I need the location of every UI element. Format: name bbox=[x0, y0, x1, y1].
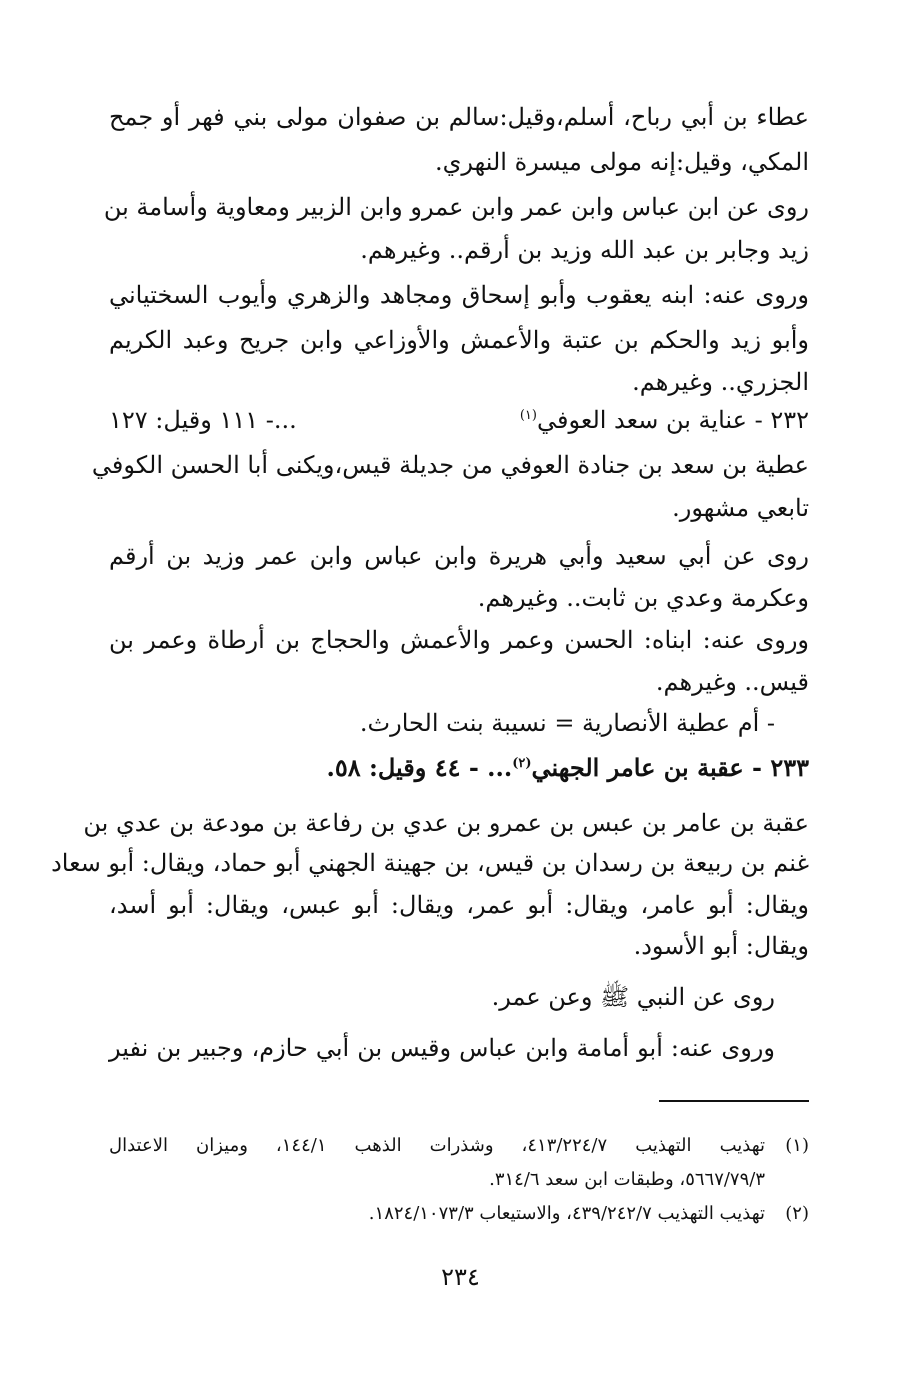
footnote-number: (٢) bbox=[785, 1203, 809, 1224]
body-line: روى عن أبي سعيد وأبي هريرة وابن عباس وابن عمر وزيد بن أرقم bbox=[109, 542, 809, 570]
body-line: قيس.. وغيرهم. bbox=[655, 668, 809, 696]
body-line: عطية بن سعد بن جنادة العوفي من جديلة قيس،ويكنى أبا الحسن الكوفي bbox=[91, 451, 809, 479]
entry-heading-232 bbox=[109, 400, 809, 440]
body-line: ويقال: أبو الأسود. bbox=[633, 932, 809, 960]
footnote-ref: (١) bbox=[519, 408, 537, 423]
body-line: روى عن النبي ﷺ وعن عمر. bbox=[491, 983, 775, 1011]
page-number: ٢٣٤ bbox=[441, 1263, 480, 1291]
body-line: وروى عنه: ابناه: الحسن وعمر والأعمش والحجاج بن أرطاة وعمر بن bbox=[109, 626, 809, 654]
body-line: وعكرمة وعدي بن ثابت.. وغيرهم. bbox=[477, 584, 809, 612]
entry-name: ٢٣٣ - عقبة بن عامر الجهني bbox=[531, 753, 809, 782]
entry-name: ٢٣٢ - عناية بن سعد العوفي$^{(١)}$ bbox=[519, 406, 809, 434]
body-line: زيد وجابر بن عبد الله وزيد بن أرقم.. وغيرهم. bbox=[360, 236, 809, 264]
body-line: تابعي مشهور. bbox=[672, 494, 809, 522]
body-line: الجزري.. وغيرهم. bbox=[632, 368, 809, 396]
cross-reference: - أم عطية الأنصارية = نسيبة بنت الحارث. bbox=[359, 709, 775, 737]
body-line: المكي، وقيل:إنه مولى ميسرة النهري. bbox=[435, 148, 809, 176]
footnote-ref: (٢) bbox=[512, 756, 532, 771]
footnote-text: تهذيب التهذيب ٤١٣/٢٢٤/٧، وشذرات الذهب ١٤٤/١، وميزان الاعتدال bbox=[109, 1135, 766, 1156]
body-line: وروى عنه: ابنه يعقوب وأبو إسحاق ومجاهد والزهري وأيوب السختياني bbox=[109, 281, 809, 309]
entry-heading-233 bbox=[109, 748, 809, 788]
body-line: عطاء بن أبي رباح، أسلم،وقيل:سالم بن صفوان مولى بني فهر أو جمح bbox=[109, 103, 809, 131]
body-line: ويقال: أبو عامر، ويقال: أبو عمر، ويقال: أبو عبس، ويقال: أبو أسد، bbox=[109, 891, 809, 919]
entry-dates: ... - ٤٤ وقيل: ٥٨. bbox=[326, 753, 513, 782]
footnote-text: ٥٦٦٧/٧٩/٣، وطبقات ابن سعد ٣١٤/٦. bbox=[489, 1169, 765, 1190]
body-line: غنم بن ربيعة بن رسدان بن قيس، بن جهينة الجهني أبو حماد، ويقال: أبو سعاد bbox=[51, 849, 809, 877]
body-line: وأبو زيد والحكم بن عتبة والأعمش والأوزاعي وابن جريح وعبد الكريم bbox=[109, 326, 809, 354]
footnote-1-continued bbox=[109, 1164, 809, 1196]
entry-dates: ...- ١١١ وقيل: ١٢٧ bbox=[109, 406, 297, 434]
body-line: عقبة بن عامر بن عبس بن عمرو بن عدي بن رفاعة بن مودعة بن عدي بن bbox=[83, 809, 809, 837]
footnote-number: (١) bbox=[785, 1135, 809, 1156]
body-line: وروى عنه: أبو أمامة وابن عباس وقيس بن أبي حازم، وجبير بن نفير bbox=[109, 1034, 775, 1062]
body-line: روى عن ابن عباس وابن عمر وابن عمرو وابن الزبير ومعاوية وأسامة بن bbox=[103, 193, 809, 221]
footnote-2 bbox=[109, 1198, 809, 1230]
footnote-separator bbox=[659, 1100, 809, 1102]
footnote-1 bbox=[109, 1130, 809, 1162]
footnote-text: تهذيب التهذيب ٤٣٩/٢٤٢/٧، والاستيعاب ١٨٢٤/١٠٧٣/٣. bbox=[368, 1203, 765, 1224]
